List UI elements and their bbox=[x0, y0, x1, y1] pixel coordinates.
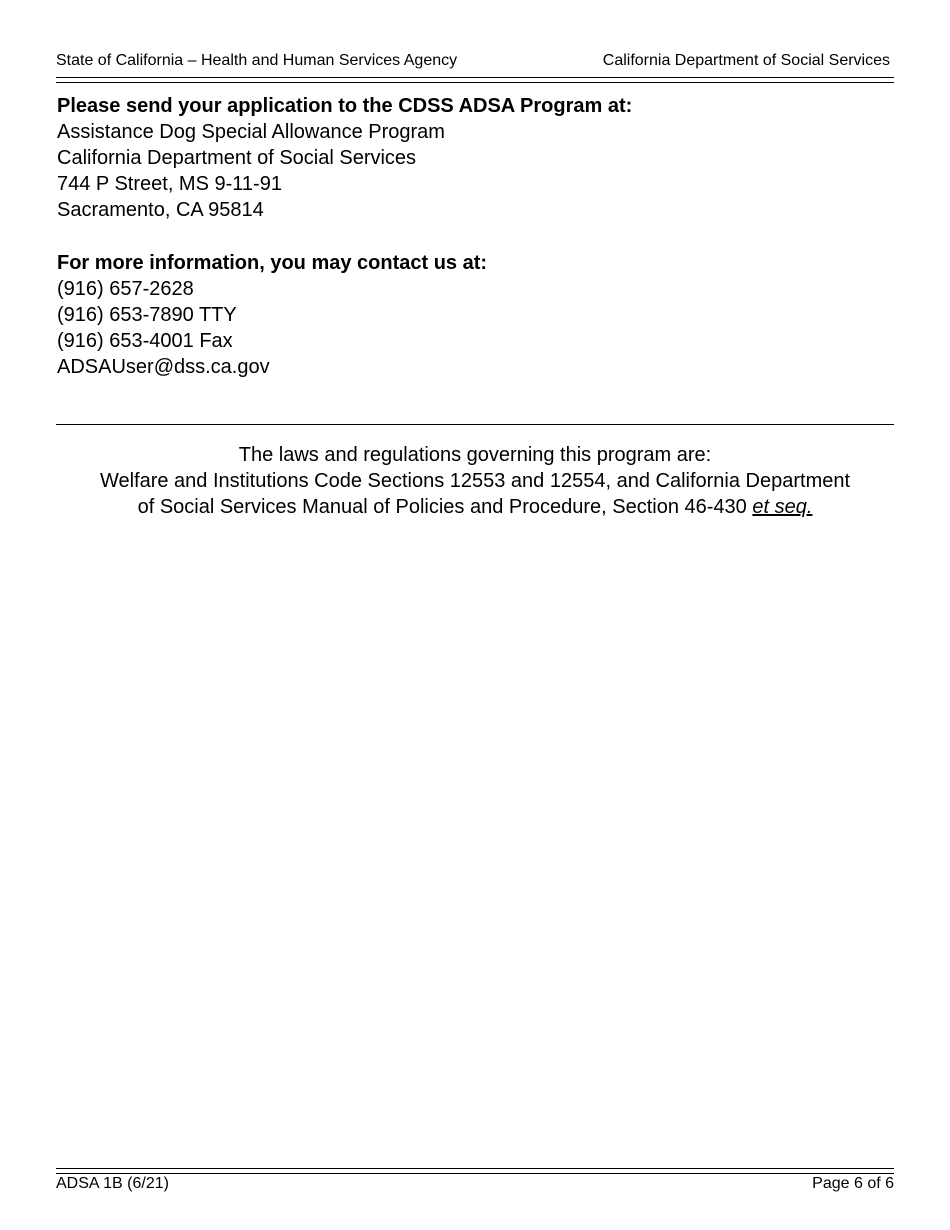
contact-section bbox=[57, 250, 487, 380]
page-header bbox=[56, 52, 890, 72]
contact-email: ADSAUser@dss.ca.gov bbox=[57, 356, 270, 378]
address-line-department: California Department of Social Services bbox=[57, 147, 417, 169]
footer-divider bbox=[56, 1168, 894, 1174]
send-application-section bbox=[57, 93, 632, 223]
footer-page-number: Page 6 of 6 bbox=[812, 1175, 894, 1192]
footer-form-id: ADSA 1B (6/21) bbox=[56, 1175, 169, 1192]
section-divider bbox=[56, 424, 894, 425]
laws-intro: The laws and regulations governing this program are: bbox=[238, 444, 712, 466]
laws-et-seq: et seq. bbox=[752, 496, 813, 518]
address-line-city: Sacramento, CA 95814 bbox=[57, 199, 264, 221]
page-footer bbox=[56, 1175, 894, 1195]
header-department: California Department of Social Services bbox=[602, 52, 890, 69]
contact-heading: For more information, you may contact us at: bbox=[57, 252, 488, 274]
laws-section bbox=[56, 442, 894, 520]
send-heading: Please send your application to the CDSS ADSA Program at: bbox=[57, 95, 633, 117]
header-divider bbox=[56, 77, 894, 83]
laws-line-2-text: of Social Services Manual of Policies and Procedure, Section 46-430 bbox=[137, 496, 747, 518]
header-agency: State of California – Health and Human Services Agency bbox=[56, 52, 458, 69]
address-line-program: Assistance Dog Special Allowance Program bbox=[57, 121, 445, 143]
laws-line-1: Welfare and Institutions Code Sections 12553 and 12554, and California Department bbox=[99, 470, 851, 492]
contact-fax: (916) 653-4001 Fax bbox=[57, 330, 233, 352]
laws-line-2 bbox=[56, 494, 894, 520]
contact-phone: (916) 657-2628 bbox=[57, 278, 194, 300]
address-line-street: 744 P Street, MS 9-11-91 bbox=[57, 173, 282, 195]
contact-tty: (916) 653-7890 TTY bbox=[57, 304, 237, 326]
